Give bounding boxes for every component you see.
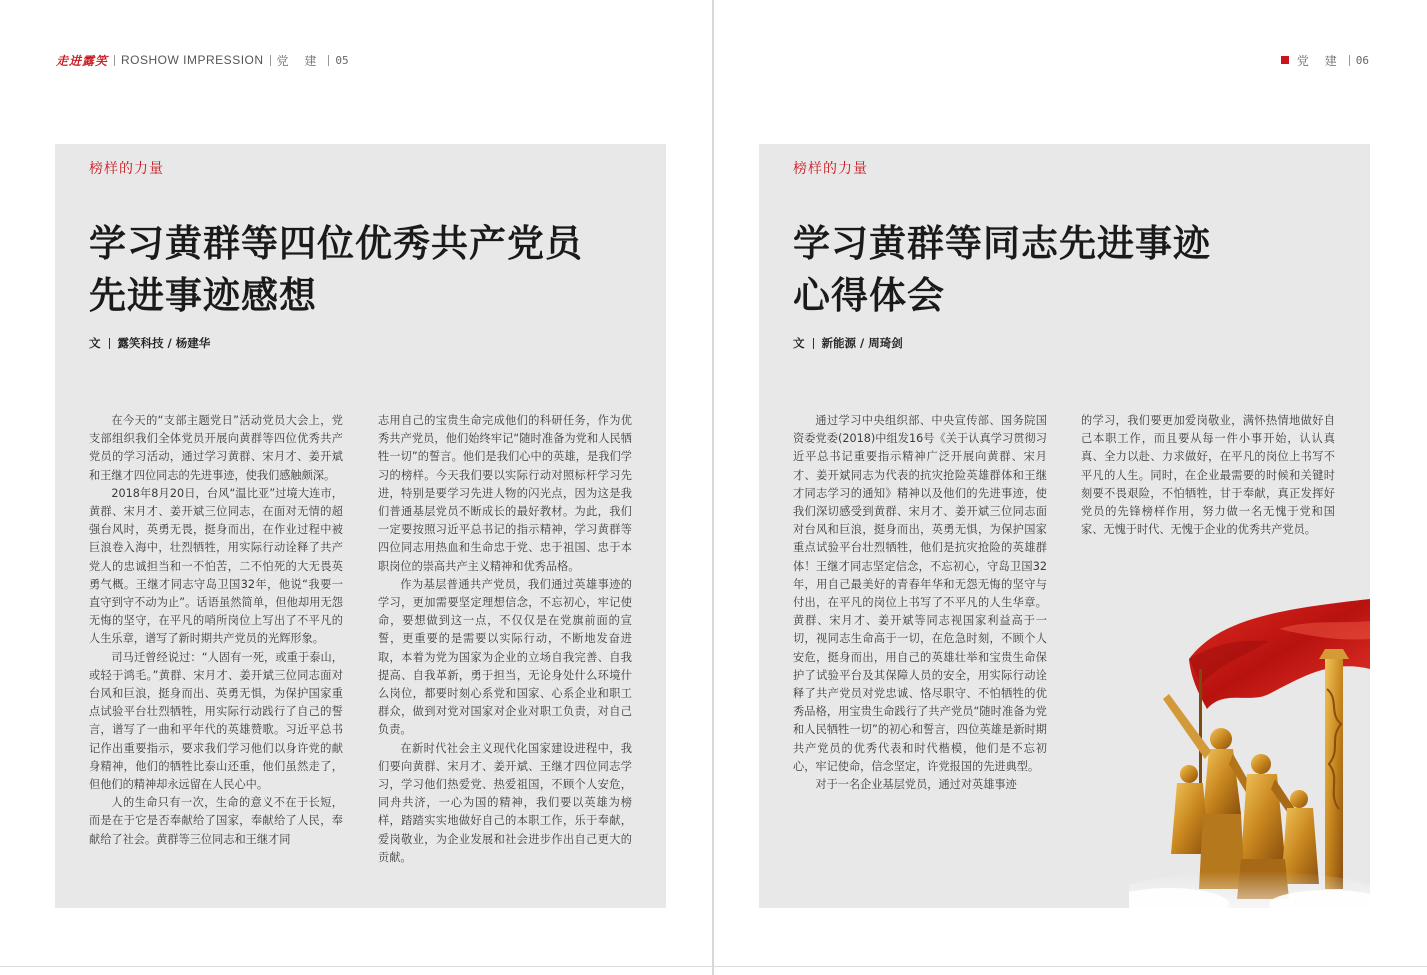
byline-prefix: 文 <box>793 336 805 350</box>
page-header-right <box>1281 51 1369 69</box>
paragraph: 的学习，我们要更加爱岗敬业，满怀热情地做好自己本职工作，而且要从每一件小事开始，认认真真、全力以赴、力求做好，在平凡的岗位上书写不平凡的人生。同时，在企业最需要的时候和关键时刻要不畏艰险，不怕牺牲，甘于奉献，真正发挥好党员的先锋榜样作用，努力做一名无愧于党和国家、无愧于时代、无愧于企业的优秀共产党员。 <box>1081 414 1335 537</box>
article-panel-left <box>55 144 666 908</box>
page-header-left <box>56 51 349 69</box>
paragraph: 志用自己的宝贵生命完成他们的科研任务，作为优秀共产党员，他们始终牢记“随时准备为党和人民牺牲一切”的誓言。他们是我们心中的英雄，是我们学习的榜样。今天我们要以实际行动对照标杆学习先进，特别是要学习先进人物的闪光点，因为这是我们普通基层党员不断成长的最好教材。为此，我们一定要按照习近平总书记的指示精神，学习黄群等四位同志用热血和生命忠于党、忠于祖国、忠于本职岗位的崇高共产主义精神和优秀品格。 <box>378 414 632 573</box>
publication-logo: 走进露笑 <box>56 53 109 68</box>
title-line-1: 学习黄群等同志先进事迹 <box>793 222 1211 265</box>
text-column-2 <box>378 412 632 882</box>
header-divider <box>328 55 329 66</box>
text-column-2 <box>1081 412 1335 562</box>
flag-statue-illustration <box>1129 599 1370 908</box>
byline <box>89 335 210 351</box>
article-title <box>89 218 583 322</box>
paragraph: 通过学习中央组织部、中央宣传部、国务院国资委党委(2018)中组发16号《关于认真学习贯彻习近平总书记重要指示精神广泛开展向黄群、宋月才、姜开斌同志为代表的抗灾抢险英雄群体和王继才同志学习的通知》精神以及他们的先进事迹，使我们深切感受到黄群、宋月才、姜开斌三位同志面对台风和巨浪，挺身而出，英勇无惧，为保护国家重点试验平台壮烈牺牲，他们是抗灾抢险的英雄群体！王继才同志坚定信念，不忘初心，守岛卫国32年，用自己最美好的青春年华和无怨无悔的坚守与付出，在平凡的岗位上书写了不平凡的人生华章。黄群、宋月才、姜开斌等同志视国家利益高于一切，视同志生命高于一切，在危急时刻，不顾个人安危，挺身而出，用自己的英雄壮举和宝贵生命保护了试验平台及其保障人员的安全，用实际行动诠释了共产党员对党忠诚、恪尽职守、不怕牺牲的优秀品格，用宝贵生命践行了共产党员“随时准备为党和人民牺牲一切”的初心和誓言，四位英雄是新时期共产党员的优秀代表和时代楷模，他们是不忘初心，牢记使命，信念坚定，许党报国的先进典型。 <box>793 414 1047 773</box>
byline-divider <box>109 338 110 349</box>
paragraph: 人的生命只有一次，生命的意义不在于长短，而是在于它是否奉献给了国家，奉献给了人民，奉献给了社会。黄群等三位同志和王继才同 <box>89 796 343 846</box>
column-kicker: 榜样的力量 <box>89 161 164 177</box>
paragraph: 司马迁曾经说过：“人固有一死，或重于泰山，或轻于鸿毛。”黄群、宋月才、姜开斌三位同志面对台风和巨浪，挺身而出、英勇无惧，为保护国家重点试验平台壮烈牺牲，用实际行动践行了自己的誓言，谱写了一曲和平年代的英雄赞歌。习近平总书记作出重要指示，要求我们学习他们以身许党的献身精神，他们的牺牲比泰山还重，他们虽然走了，但他们的精神却永远留在人民心中。 <box>89 650 343 792</box>
text-column-1 <box>793 412 1047 882</box>
title-line-1: 学习黄群等四位优秀共产党员 <box>89 222 583 265</box>
page-bottom-edge <box>0 966 1427 967</box>
paragraph: 在新时代社会主义现代化国家建设进程中，我们要向黄群、宋月才、姜开斌、王继才四位同志学习，学习他们热爱党、热爱祖国，不顾个人安危，同舟共济，一心为国的精神，我们要以英雄为榜样，踏踏实实地做好自己的本职工作，乐于奉献，爱岗敬业，为企业发展和社会进步作出自己更大的贡献。 <box>378 741 632 864</box>
section-name: 党 建 <box>1296 53 1343 68</box>
brand-name: ROSHOW IMPRESSION <box>121 53 264 67</box>
heroic-statue-group <box>1163 694 1319 899</box>
title-line-2: 先进事迹感想 <box>89 274 317 317</box>
byline-author: 露笑科技 / 杨建华 <box>117 336 211 350</box>
text-column-1 <box>89 412 343 882</box>
byline <box>793 335 903 351</box>
header-divider <box>114 55 115 66</box>
red-square-icon <box>1281 56 1289 64</box>
article-title <box>793 218 1211 322</box>
paragraph: 对于一名企业基层党员，通过对英雄事迹 <box>815 778 1017 792</box>
page-number-right: 06 <box>1355 53 1369 67</box>
paragraph: 作为基层普通共产党员，我们通过英雄事迹的学习，更加需要坚定理想信念，不忘初心，牢记使命，要想做到这一点，不仅仅是在党旗前面的宣誓，更重要的是需要以实际行动，不断地发奋进取，本着为党为国家为企业的立场自我完善、自我提高、自我革新，勇于担当，无论身处什么环境什么岗位，都要时刻心系党和国家、心系企业和职工群众，做到对党对国家对企业对职工负责，对自己负责。 <box>378 577 632 737</box>
column-kicker: 榜样的力量 <box>793 161 868 177</box>
byline-prefix: 文 <box>89 336 101 350</box>
paragraph: 在今天的“支部主题党日”活动党员大会上，党支部组织我们全体党员开展向黄群等四位优秀共产党员的学习活动，通过学习黄群、宋月才、姜开斌和王继才四位同志的先进事迹，使我们感触颇深。 <box>89 414 343 482</box>
page-number-left: 05 <box>335 53 349 67</box>
center-gutter <box>712 0 714 975</box>
article-panel-right <box>759 144 1370 908</box>
byline-author: 新能源 / 周琦剑 <box>821 336 903 350</box>
header-divider <box>270 55 271 66</box>
paragraph: 2018年8月20日，台风“温比亚”过境大连市，黄群、宋月才、姜开斌三位同志，在面对无情的超强台风时，英勇无畏，挺身而出，在作业过程中被巨浪卷入海中，壮烈牺牲，用实际行动诠释了共产党人的忠诚担当和一不怕苦，二不怕死的大无畏英勇气概。王继才同志守岛卫国32年，他说“我要一直守到守不动为止”。话语虽然简单，但他却用无怨无悔的坚守，在平凡的哨所岗位上写出了不平凡的人生乐章，谱写了新时期共产党员的光辉形象。 <box>89 486 343 646</box>
section-name: 党 建 <box>276 53 323 68</box>
byline-divider <box>813 338 814 349</box>
title-line-2: 心得体会 <box>793 274 945 317</box>
header-divider <box>1349 55 1350 66</box>
